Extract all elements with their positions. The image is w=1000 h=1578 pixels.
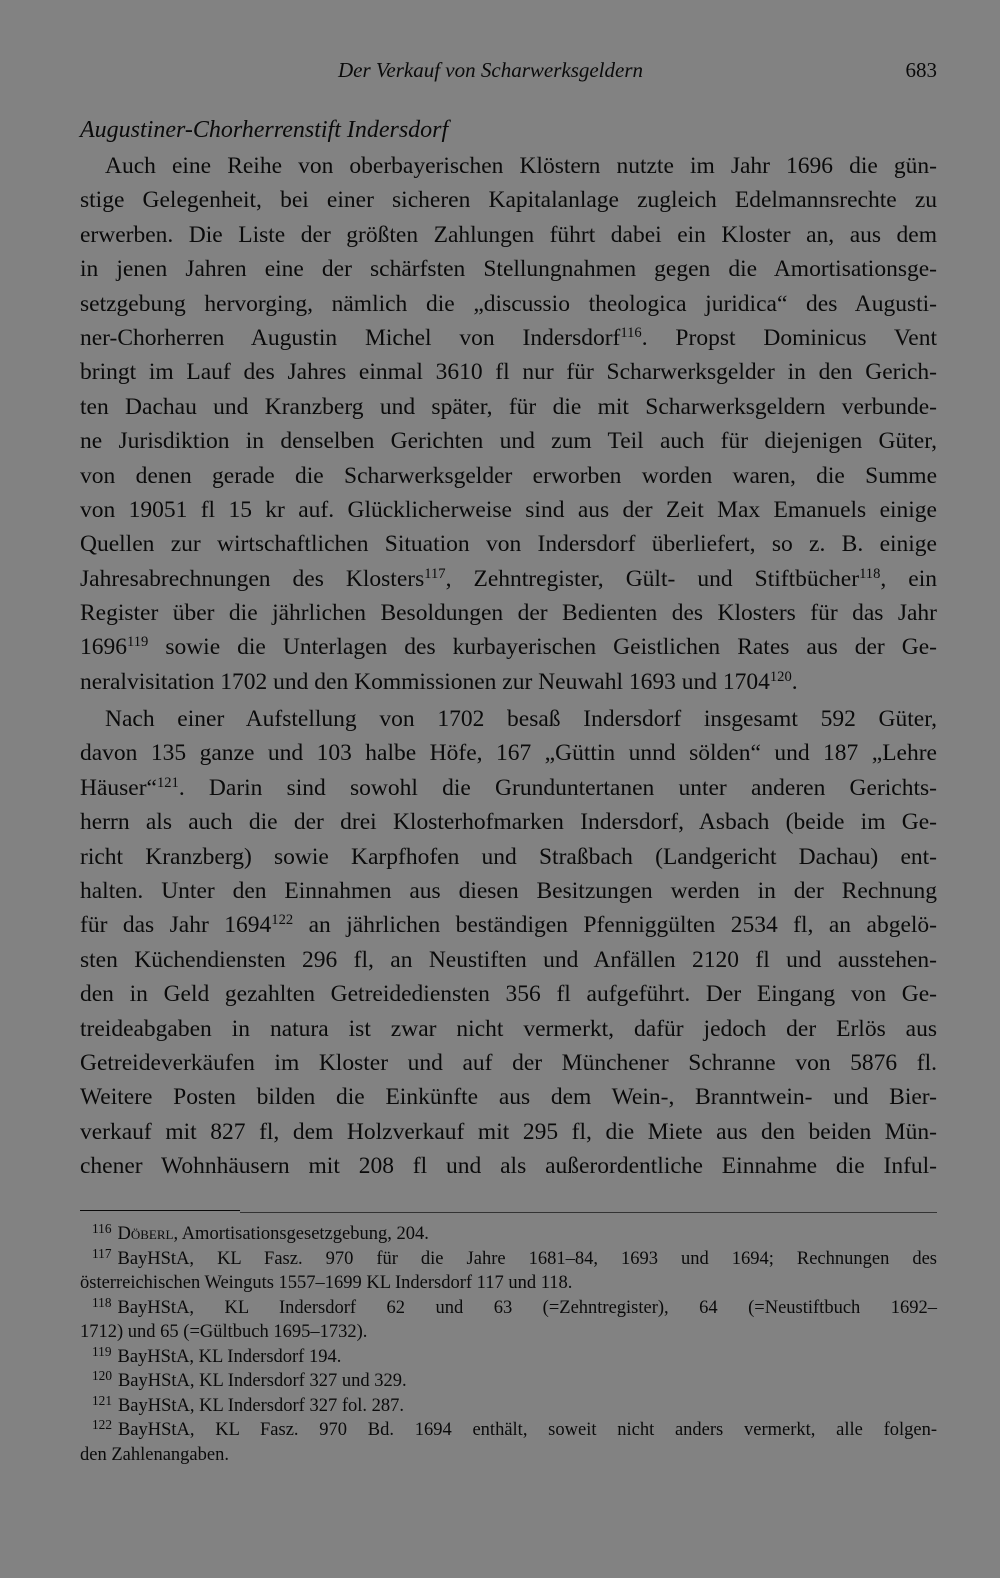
text-line: Register über die jährlichen Besoldungen der Bedienten des Klosters für das Jahr	[80, 600, 937, 627]
footnote-divider-line	[240, 1212, 937, 1213]
text-line: Jahresabrechnungen des Klosters$^{117}$, Zehntregister, Gült- und Stiftbücher$^{118}$, ein	[80, 565, 937, 592]
text-line: in jenen Jahren eine der schärfsten Stellungnahmen gegen die Amortisationsge-	[80, 256, 937, 283]
text-line: 1696$^{119}$ sowie die Unterlagen des kurbayerischen Geistlichen Rates aus der Ge-	[80, 634, 937, 661]
text-line: halten. Unter den Einnahmen aus diesen Besitzungen werden in der Rechnung	[80, 877, 937, 904]
text-line: stige Gelegenheit, bei einer sicheren Kapitalanlage zugleich Edelmannsrechte zu	[80, 187, 937, 214]
footnote-reference: 122	[271, 912, 294, 929]
text-line: davon 135 ganze und 103 halbe Höfe, 167 „Güttin unnd sölden“ und 187 „Lehre	[80, 740, 937, 767]
text-line: sten Küchendiensten 296 fl, an Neustiften und Anfällen 2120 fl und ausstehen-	[80, 946, 937, 973]
text-line: bringt im Lauf des Jahres einmal 3610 fl nur für Scharwerksgelder in den Gerich-	[80, 359, 937, 386]
footnote-117: $^{117}$ BayHStA, KL Fasz. 970 für die Jahre 1681–84, 1693 und 1694; Rechnungen des	[92, 1245, 937, 1269]
running-head	[80, 58, 937, 88]
footnote-122: $^{122}$ BayHStA, KL Fasz. 970 Bd. 1694 enthält, soweit nicht anders vermerkt, alle folgen-	[92, 1417, 937, 1440]
text-line: setzgebung hervorging, nämlich die „discussio theologica juridica“ des Augusti-	[80, 290, 937, 317]
text-line: herrn als auch die der drei Klosterhofmarken Indersdorf, Asbach (beide im Ge-	[80, 809, 937, 836]
page-number: 683	[905, 58, 937, 82]
text-line: von denen gerade die Scharwerksgelder erworben worden waren, die Summe	[80, 462, 937, 489]
text-line: Nach einer Aufstellung von 1702 besaß Indersdorf insgesamt 592 Güter,	[105, 706, 937, 732]
footnote-reference: 120	[769, 668, 792, 685]
footnote-reference: 116	[620, 324, 642, 341]
footnote-reference: 119	[127, 634, 149, 651]
text-line: für das Jahr 1694$^{122}$ an jährlichen beständigen Pfenniggülten 2534 fl, an abgelö-	[80, 912, 937, 939]
text-line: verkauf mit 827 fl, dem Holzverkauf mit 295 fl, die Miete aus den beiden Mün-	[80, 1118, 937, 1145]
text-line: ner-Chorherren Augustin Michel von Indersdorf$^{116}$. Propst Dominicus Vent	[80, 324, 937, 351]
text-line: chener Wohnhäusern mit 208 fl und als außerordentliche Einnahme die Inful-	[80, 1153, 937, 1180]
paragraph-2	[80, 702, 937, 1183]
text-line: den in Geld gezahlten Getreidediensten 356 fl aufgeführt. Der Eingang von Ge-	[80, 981, 937, 1008]
text-line: Quellen zur wirtschaftlichen Situation von Indersdorf überliefert, so z. B. einige	[80, 531, 937, 558]
footnote-117-continued: österreichischen Weinguts 1557–1699 KL Indersdorf 117 und 118.	[80, 1273, 573, 1293]
footnote-118-continued: 1712) und 65 (=Gültbuch 1695–1732).	[80, 1322, 368, 1342]
footnote-reference: 121	[156, 774, 179, 791]
text-line: ten Dachau und Kranzberg und später, für die mit Scharwerksgeldern verbunde-	[80, 393, 937, 420]
footnote-divider	[80, 1210, 240, 1211]
footnote-116: $^{116}$ Döberl, Amortisationsgesetzgebung, 204.	[92, 1221, 429, 1244]
text-line: richt Kranzberg) sowie Karpfhofen und Straßbach (Landgericht Dachau) ent-	[80, 843, 937, 870]
footnote-118: $^{118}$ BayHStA, KL Indersdorf 62 und 63 (=Zehntregister), 64 (=Neustiftbuch 1692–	[92, 1294, 937, 1318]
section-heading: Augustiner-Chorherrenstift Indersdorf	[80, 117, 449, 143]
text-line: Häuser“$^{121}$. Darin sind sowohl die Grunduntertanen unter anderen Gerichts-	[80, 774, 937, 801]
text-line: Getreideverkäufen im Kloster und auf der Münchener Schranne von 5876 fl.	[80, 1049, 937, 1076]
footnote-120: $^{120}$ BayHStA, KL Indersdorf 327 und 329.	[92, 1368, 407, 1391]
running-title: Der Verkauf von Scharwerksgeldern	[338, 58, 644, 82]
footnote-reference: 117	[424, 565, 446, 582]
footnote-reference: 118	[859, 565, 881, 582]
paragraph-1	[80, 149, 937, 699]
footnote-122-continued: den Zahlenangaben.	[80, 1444, 229, 1465]
text-line: Auch eine Reihe von oberbayerischen Klöstern nutzte im Jahr 1696 die gün-	[105, 153, 937, 179]
text-line: Weitere Posten bilden die Einkünfte aus dem Wein-, Branntwein- und Bier-	[80, 1084, 937, 1111]
footnotes	[80, 1222, 937, 1467]
text-line: ne Jurisdiktion in denselben Gerichten und zum Teil auch für diejenigen Güter,	[80, 428, 937, 455]
footnote-119: $^{119}$ BayHStA, KL Indersdorf 194.	[92, 1343, 342, 1367]
text-line: neralvisitation 1702 und den Kommissionen zur Neuwahl 1693 und 1704$^{120}$.	[80, 668, 798, 695]
text-line: erwerben. Die Liste der größten Zahlungen führt dabei ein Kloster an, aus dem	[80, 221, 937, 248]
text-line: treideabgaben in natura ist zwar nicht vermerkt, dafür jedoch der Erlös aus	[80, 1015, 937, 1042]
footnote-121: $^{121}$ BayHStA, KL Indersdorf 327 fol. 287.	[92, 1392, 404, 1416]
text-line: von 19051 fl 15 kr auf. Glücklicherweise sind aus der Zeit Max Emanuels einige	[80, 496, 937, 523]
